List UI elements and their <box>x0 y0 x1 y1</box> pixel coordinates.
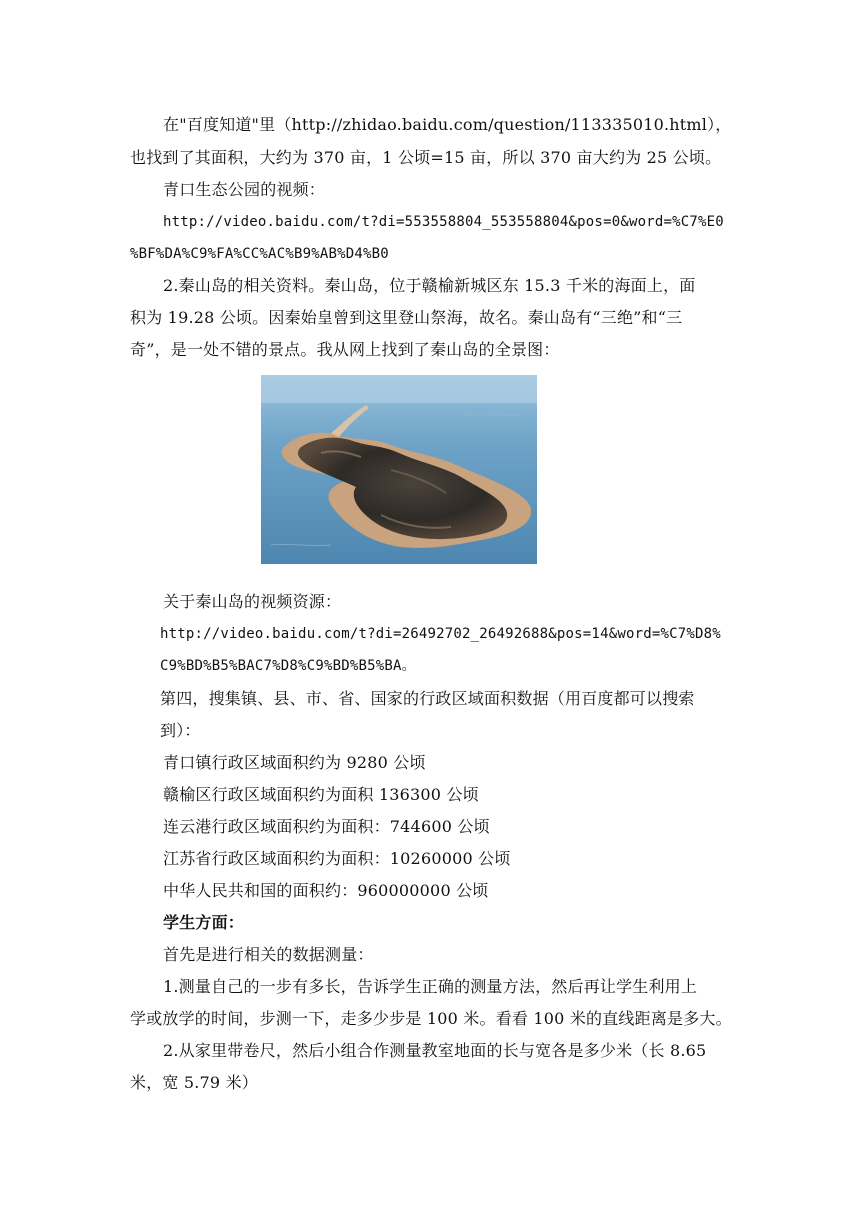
video-url2-line1[interactable]: http://video.baidu.com/t?di=26492702_26492688&pos=14&word=%C7%D8% <box>160 626 721 642</box>
paragraph-baidu-zhidao-line1: 在"百度知道"里（http://zhidao.baidu.com/question/113335010.html）， <box>163 115 732 134</box>
paragraph-qinshan-line3: 奇”，是一处不错的景点。我从网上找到了秦山岛的全景图： <box>130 340 560 359</box>
paragraph-step-line2: 学或放学的时间，步测一下，走多少步是 100 米。看看 100 米的直线距离是多大。 <box>130 1009 732 1028</box>
video-url-line2[interactable]: %BF%DA%C9%FA%CC%AC%B9%AB%D4%B0 <box>130 246 389 262</box>
paragraph-tape-line2: 米，宽 5.79 米） <box>130 1073 258 1092</box>
video-url2-line2[interactable]: C9%BD%B5%BAC7%D8%C9%BD%B5%BA。 <box>160 658 416 674</box>
island-image <box>261 375 537 564</box>
paragraph-video-heading: 青口生态公园的视频： <box>163 180 326 199</box>
paragraph-fourth-line1: 第四，搜集镇、县、市、省、国家的行政区域面积数据（用百度都可以搜索 <box>160 689 695 708</box>
paragraph-step-line1: 1.测量自己的一步有多长，告诉学生正确的测量方法，然后再让学生利用上 <box>163 977 698 996</box>
area-china: 中华人民共和国的面积约：960000000 公顷 <box>163 881 489 900</box>
heading-students: 学生方面： <box>163 913 245 932</box>
paragraph-qinshan-line2: 积为 19.28 公顷。因秦始皇曾到这里登山祭海，故名。秦山岛有“三绝”和“三 <box>130 308 683 327</box>
video-url-line1[interactable]: http://video.baidu.com/t?di=553558804_553558804&pos=0&word=%C7%E0 <box>163 214 724 230</box>
paragraph-tape-line1: 2.从家里带卷尺，然后小组合作测量教室地面的长与宽各是多少米（长 8.65 <box>163 1041 707 1060</box>
area-lianyungang: 连云港行政区域面积约为面积：744600 公顷 <box>163 817 490 836</box>
area-jiangsu: 江苏省行政区域面积约为面积：10260000 公顷 <box>163 849 511 868</box>
area-ganyu: 赣榆区行政区域面积约为面积 136300 公顷 <box>163 785 479 804</box>
qinshan-island-photo <box>261 375 537 564</box>
paragraph-video-resource-heading: 关于秦山岛的视频资源： <box>163 592 342 611</box>
paragraph-qinshan-line1: 2.秦山岛的相关资料。秦山岛，位于赣榆新城区东 15.3 千米的海面上，面 <box>163 276 696 295</box>
area-qingkou: 青口镇行政区域面积约为 9280 公顷 <box>163 753 426 772</box>
paragraph-fourth-line2: 到）： <box>160 721 201 740</box>
paragraph-baidu-zhidao-line2: 也找到了其面积，大约为 370 亩，1 公顷=15 亩，所以 370 亩大约为 25 公顷。 <box>130 148 722 167</box>
paragraph-measurement-intro: 首先是进行相关的数据测量： <box>163 945 374 964</box>
